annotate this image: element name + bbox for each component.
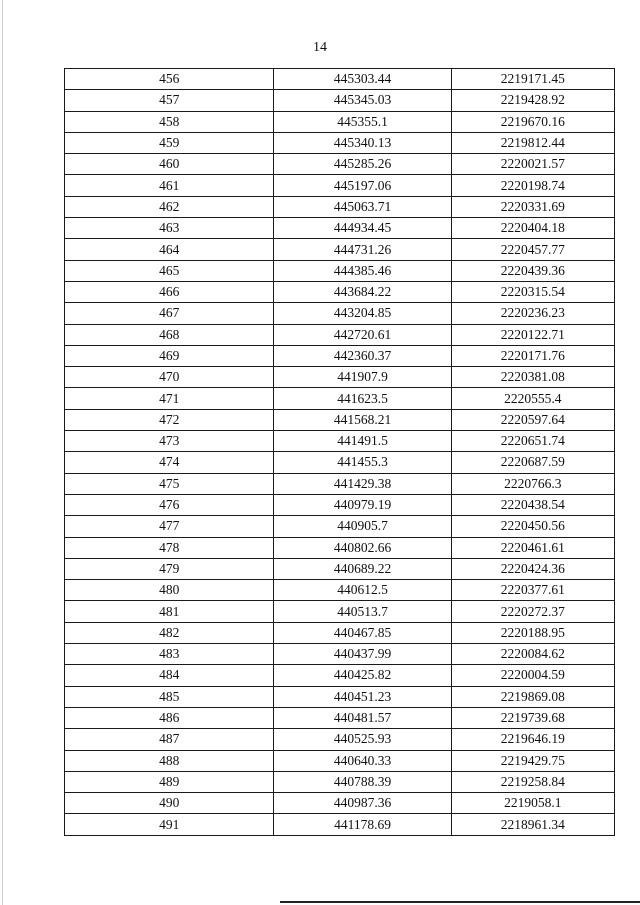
x-coordinate-cell: 440979.19 [274, 494, 451, 515]
point-number-cell: 487 [65, 729, 274, 750]
table-row [65, 750, 615, 771]
table-row [65, 601, 615, 622]
x-coordinate-cell: 444385.46 [274, 260, 451, 281]
table-row [65, 665, 615, 686]
point-number-cell: 472 [65, 409, 274, 430]
table-row [65, 686, 615, 707]
x-coordinate-cell: 441568.21 [274, 409, 451, 430]
x-coordinate-cell: 445355.1 [274, 111, 451, 132]
x-coordinate-cell: 440987.36 [274, 793, 451, 814]
y-coordinate-cell: 2220457.77 [451, 239, 614, 260]
x-coordinate-cell: 440612.5 [274, 580, 451, 601]
y-coordinate-cell: 2219812.44 [451, 132, 614, 153]
point-number-cell: 469 [65, 345, 274, 366]
y-coordinate-cell: 2220424.36 [451, 558, 614, 579]
point-number-cell: 483 [65, 644, 274, 665]
point-number-cell: 486 [65, 707, 274, 728]
table-row [65, 175, 615, 196]
point-number-cell: 468 [65, 324, 274, 345]
table-row [65, 793, 615, 814]
y-coordinate-cell: 2219171.45 [451, 69, 614, 90]
x-coordinate-cell: 441907.9 [274, 367, 451, 388]
x-coordinate-cell: 440525.93 [274, 729, 451, 750]
table-row [65, 494, 615, 515]
table-row [65, 452, 615, 473]
point-number-cell: 477 [65, 516, 274, 537]
table-row [65, 707, 615, 728]
y-coordinate-cell: 2220198.74 [451, 175, 614, 196]
point-number-cell: 485 [65, 686, 274, 707]
point-number-cell: 461 [65, 175, 274, 196]
coordinates-table-body [65, 69, 615, 836]
x-coordinate-cell: 441491.5 [274, 431, 451, 452]
point-number-cell: 463 [65, 218, 274, 239]
y-coordinate-cell: 2220766.3 [451, 473, 614, 494]
table-row [65, 324, 615, 345]
x-coordinate-cell: 445197.06 [274, 175, 451, 196]
point-number-cell: 481 [65, 601, 274, 622]
x-coordinate-cell: 445345.03 [274, 90, 451, 111]
point-number-cell: 462 [65, 196, 274, 217]
table-row [65, 388, 615, 409]
point-number-cell: 465 [65, 260, 274, 281]
y-coordinate-cell: 2219869.08 [451, 686, 614, 707]
table-row [65, 537, 615, 558]
y-coordinate-cell: 2220438.54 [451, 494, 614, 515]
point-number-cell: 471 [65, 388, 274, 409]
point-number-cell: 467 [65, 303, 274, 324]
y-coordinate-cell: 2220084.62 [451, 644, 614, 665]
x-coordinate-cell: 441455.3 [274, 452, 451, 473]
table-row [65, 622, 615, 643]
x-coordinate-cell: 440481.57 [274, 707, 451, 728]
point-number-cell: 479 [65, 558, 274, 579]
table-row [65, 516, 615, 537]
point-number-cell: 490 [65, 793, 274, 814]
y-coordinate-cell: 2220381.08 [451, 367, 614, 388]
x-coordinate-cell: 440640.33 [274, 750, 451, 771]
y-coordinate-cell: 2220122.71 [451, 324, 614, 345]
scan-edge-bottom [280, 901, 640, 903]
y-coordinate-cell: 2220450.56 [451, 516, 614, 537]
table-row [65, 281, 615, 302]
point-number-cell: 458 [65, 111, 274, 132]
y-coordinate-cell: 2220171.76 [451, 345, 614, 366]
table-row [65, 558, 615, 579]
x-coordinate-cell: 445063.71 [274, 196, 451, 217]
x-coordinate-cell: 440513.7 [274, 601, 451, 622]
table-row [65, 132, 615, 153]
y-coordinate-cell: 2220439.36 [451, 260, 614, 281]
table-row [65, 729, 615, 750]
point-number-cell: 473 [65, 431, 274, 452]
table-row [65, 303, 615, 324]
table-row [65, 367, 615, 388]
table-row [65, 644, 615, 665]
x-coordinate-cell: 441178.69 [274, 814, 451, 835]
x-coordinate-cell: 443684.22 [274, 281, 451, 302]
x-coordinate-cell: 440905.7 [274, 516, 451, 537]
table-row [65, 260, 615, 281]
y-coordinate-cell: 2220597.64 [451, 409, 614, 430]
x-coordinate-cell: 445285.26 [274, 154, 451, 175]
y-coordinate-cell: 2220188.95 [451, 622, 614, 643]
point-number-cell: 460 [65, 154, 274, 175]
y-coordinate-cell: 2220555.4 [451, 388, 614, 409]
y-coordinate-cell: 2220236.23 [451, 303, 614, 324]
table-row [65, 771, 615, 792]
y-coordinate-cell: 2220004.59 [451, 665, 614, 686]
y-coordinate-cell: 2220272.37 [451, 601, 614, 622]
point-number-cell: 478 [65, 537, 274, 558]
y-coordinate-cell: 2220315.54 [451, 281, 614, 302]
point-number-cell: 459 [65, 132, 274, 153]
y-coordinate-cell: 2219646.19 [451, 729, 614, 750]
table-row [65, 409, 615, 430]
y-coordinate-cell: 2220687.59 [451, 452, 614, 473]
table-row [65, 239, 615, 260]
point-number-cell: 480 [65, 580, 274, 601]
y-coordinate-cell: 2219670.16 [451, 111, 614, 132]
y-coordinate-cell: 2220461.61 [451, 537, 614, 558]
table-row [65, 580, 615, 601]
scan-edge-left [2, 0, 3, 905]
x-coordinate-cell: 444934.45 [274, 218, 451, 239]
table-row [65, 90, 615, 111]
x-coordinate-cell: 443204.85 [274, 303, 451, 324]
point-number-cell: 491 [65, 814, 274, 835]
point-number-cell: 476 [65, 494, 274, 515]
point-number-cell: 475 [65, 473, 274, 494]
table-row [65, 431, 615, 452]
x-coordinate-cell: 444731.26 [274, 239, 451, 260]
y-coordinate-cell: 2219058.1 [451, 793, 614, 814]
y-coordinate-cell: 2220377.61 [451, 580, 614, 601]
point-number-cell: 457 [65, 90, 274, 111]
point-number-cell: 474 [65, 452, 274, 473]
x-coordinate-cell: 445303.44 [274, 69, 451, 90]
table-row [65, 218, 615, 239]
x-coordinate-cell: 442720.61 [274, 324, 451, 345]
point-number-cell: 456 [65, 69, 274, 90]
x-coordinate-cell: 440451.23 [274, 686, 451, 707]
y-coordinate-cell: 2219739.68 [451, 707, 614, 728]
x-coordinate-cell: 440788.39 [274, 771, 451, 792]
y-coordinate-cell: 2220651.74 [451, 431, 614, 452]
x-coordinate-cell: 445340.13 [274, 132, 451, 153]
y-coordinate-cell: 2219428.92 [451, 90, 614, 111]
point-number-cell: 488 [65, 750, 274, 771]
x-coordinate-cell: 440437.99 [274, 644, 451, 665]
table-row [65, 69, 615, 90]
page-number: 14 [313, 40, 327, 55]
table-row [65, 111, 615, 132]
point-number-cell: 484 [65, 665, 274, 686]
table-row [65, 345, 615, 366]
table-row [65, 814, 615, 835]
point-number-cell: 489 [65, 771, 274, 792]
x-coordinate-cell: 440467.85 [274, 622, 451, 643]
table-row [65, 196, 615, 217]
y-coordinate-cell: 2219258.84 [451, 771, 614, 792]
point-number-cell: 482 [65, 622, 274, 643]
y-coordinate-cell: 2219429.75 [451, 750, 614, 771]
y-coordinate-cell: 2220404.18 [451, 218, 614, 239]
x-coordinate-cell: 440689.22 [274, 558, 451, 579]
point-number-cell: 470 [65, 367, 274, 388]
table-row [65, 473, 615, 494]
y-coordinate-cell: 2220331.69 [451, 196, 614, 217]
point-number-cell: 464 [65, 239, 274, 260]
coordinates-table [64, 68, 615, 836]
x-coordinate-cell: 440425.82 [274, 665, 451, 686]
table-row [65, 154, 615, 175]
point-number-cell: 466 [65, 281, 274, 302]
x-coordinate-cell: 441623.5 [274, 388, 451, 409]
y-coordinate-cell: 2220021.57 [451, 154, 614, 175]
x-coordinate-cell: 441429.38 [274, 473, 451, 494]
y-coordinate-cell: 2218961.34 [451, 814, 614, 835]
x-coordinate-cell: 442360.37 [274, 345, 451, 366]
x-coordinate-cell: 440802.66 [274, 537, 451, 558]
